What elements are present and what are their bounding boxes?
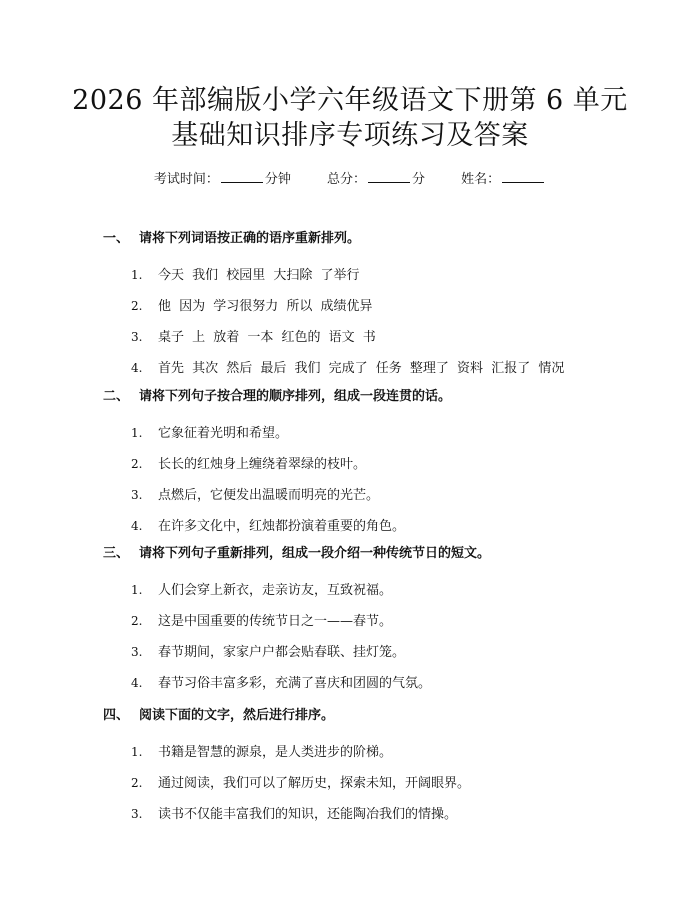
list-item (103, 418, 643, 449)
list-item (103, 668, 643, 699)
list-item (103, 291, 643, 322)
document-title-line-1: 2026 年部编版小学六年级语文下册第 6 单元 (72, 85, 628, 116)
item-text: 春节习俗丰富多彩，充满了喜庆和团圆的气氛。 (158, 676, 432, 691)
list-item (103, 575, 643, 606)
list-item (103, 353, 643, 384)
item-text: 今天 我们 校园里 大扫除 了举行 (158, 268, 360, 283)
list-item (103, 606, 643, 637)
item-number: 3. (131, 645, 143, 659)
item-text: 长长的红烛身上缠绕着翠绿的枝叶。 (158, 457, 367, 472)
student-name-field (461, 168, 546, 187)
item-number: 3. (131, 488, 143, 502)
item-number: 4. (131, 676, 143, 690)
section-3 (103, 543, 643, 699)
list-item (103, 322, 643, 353)
section-heading (103, 705, 643, 727)
list-item (103, 637, 643, 668)
student-name-blank (502, 170, 544, 183)
list-item (103, 260, 643, 291)
item-text: 通过阅读，我们可以了解历史，探索未知，开阔眼界。 (158, 776, 471, 791)
section-1 (103, 228, 643, 384)
item-number: 4. (131, 361, 143, 375)
item-number: 1. (131, 583, 143, 597)
document-title-line-2: 基础知识排序专项练习及答案 (171, 120, 529, 151)
total-score-field (327, 168, 425, 187)
list-item (103, 799, 643, 830)
item-text: 他 因为 学习很努力 所以 成绩优异 (158, 299, 373, 314)
item-text: 春节期间，家家户户都会贴春联、挂灯笼。 (158, 645, 406, 660)
section-4 (103, 705, 643, 830)
exam-info-line (0, 168, 700, 187)
exam-time-blank (221, 170, 263, 183)
item-number: 1. (131, 426, 143, 440)
item-text: 首先 其次 然后 最后 我们 完成了 任务 整理了 资料 汇报了 情况 (158, 361, 565, 376)
total-score-unit: 分 (412, 172, 426, 187)
item-number: 1. (131, 268, 143, 282)
item-text: 桌子 上 放着 一本 红色的 语文 书 (158, 330, 376, 345)
list-item (103, 480, 643, 511)
item-number: 4. (131, 519, 143, 533)
item-number: 2. (131, 776, 143, 790)
section-heading (103, 386, 643, 408)
item-text: 读书不仅能丰富我们的知识，还能陶冶我们的情操。 (158, 807, 458, 822)
item-number: 3. (131, 807, 143, 821)
total-score-blank (368, 170, 410, 183)
student-name-label: 姓名： (461, 172, 501, 187)
item-number: 3. (131, 330, 143, 344)
item-text: 它象征着光明和希望。 (158, 426, 289, 441)
section-2 (103, 386, 643, 542)
section-instruction: 请将下列词语按正确的语序重新排列。 (139, 231, 361, 246)
item-text: 点燃后，它便发出温暖而明亮的光芒。 (158, 488, 380, 503)
list-item (103, 768, 643, 799)
item-text: 人们会穿上新衣，走亲访友，互致祝福。 (158, 583, 393, 598)
total-score-label: 总分： (326, 172, 366, 187)
item-number: 2. (131, 457, 143, 471)
list-item (103, 449, 643, 480)
section-instruction: 请将下列句子按合理的顺序排列，组成一段连贯的话。 (139, 389, 452, 404)
section-number: 一、 (103, 231, 130, 246)
item-number: 1. (131, 745, 143, 759)
section-number: 四、 (103, 708, 130, 723)
exam-time-unit: 分钟 (264, 172, 291, 187)
item-number: 2. (131, 614, 143, 628)
section-heading (103, 543, 643, 565)
list-item (103, 737, 643, 768)
exam-time-label: 考试时间： (153, 172, 219, 187)
section-instruction: 阅读下面的文字，然后进行排序。 (139, 708, 335, 723)
list-item (103, 511, 643, 542)
section-heading (103, 228, 643, 250)
item-text: 在许多文化中，红烛都扮演着重要的角色。 (158, 519, 406, 534)
item-text: 这是中国重要的传统节日之一——春节。 (158, 614, 393, 629)
item-text: 书籍是智慧的源泉，是人类进步的阶梯。 (158, 745, 393, 760)
item-number: 2. (131, 299, 143, 313)
section-number: 三、 (103, 546, 130, 561)
section-instruction: 请将下列句子重新排列，组成一段介绍一种传统节日的短文。 (139, 546, 491, 561)
exam-time-field (154, 168, 291, 187)
section-number: 二、 (103, 389, 130, 404)
